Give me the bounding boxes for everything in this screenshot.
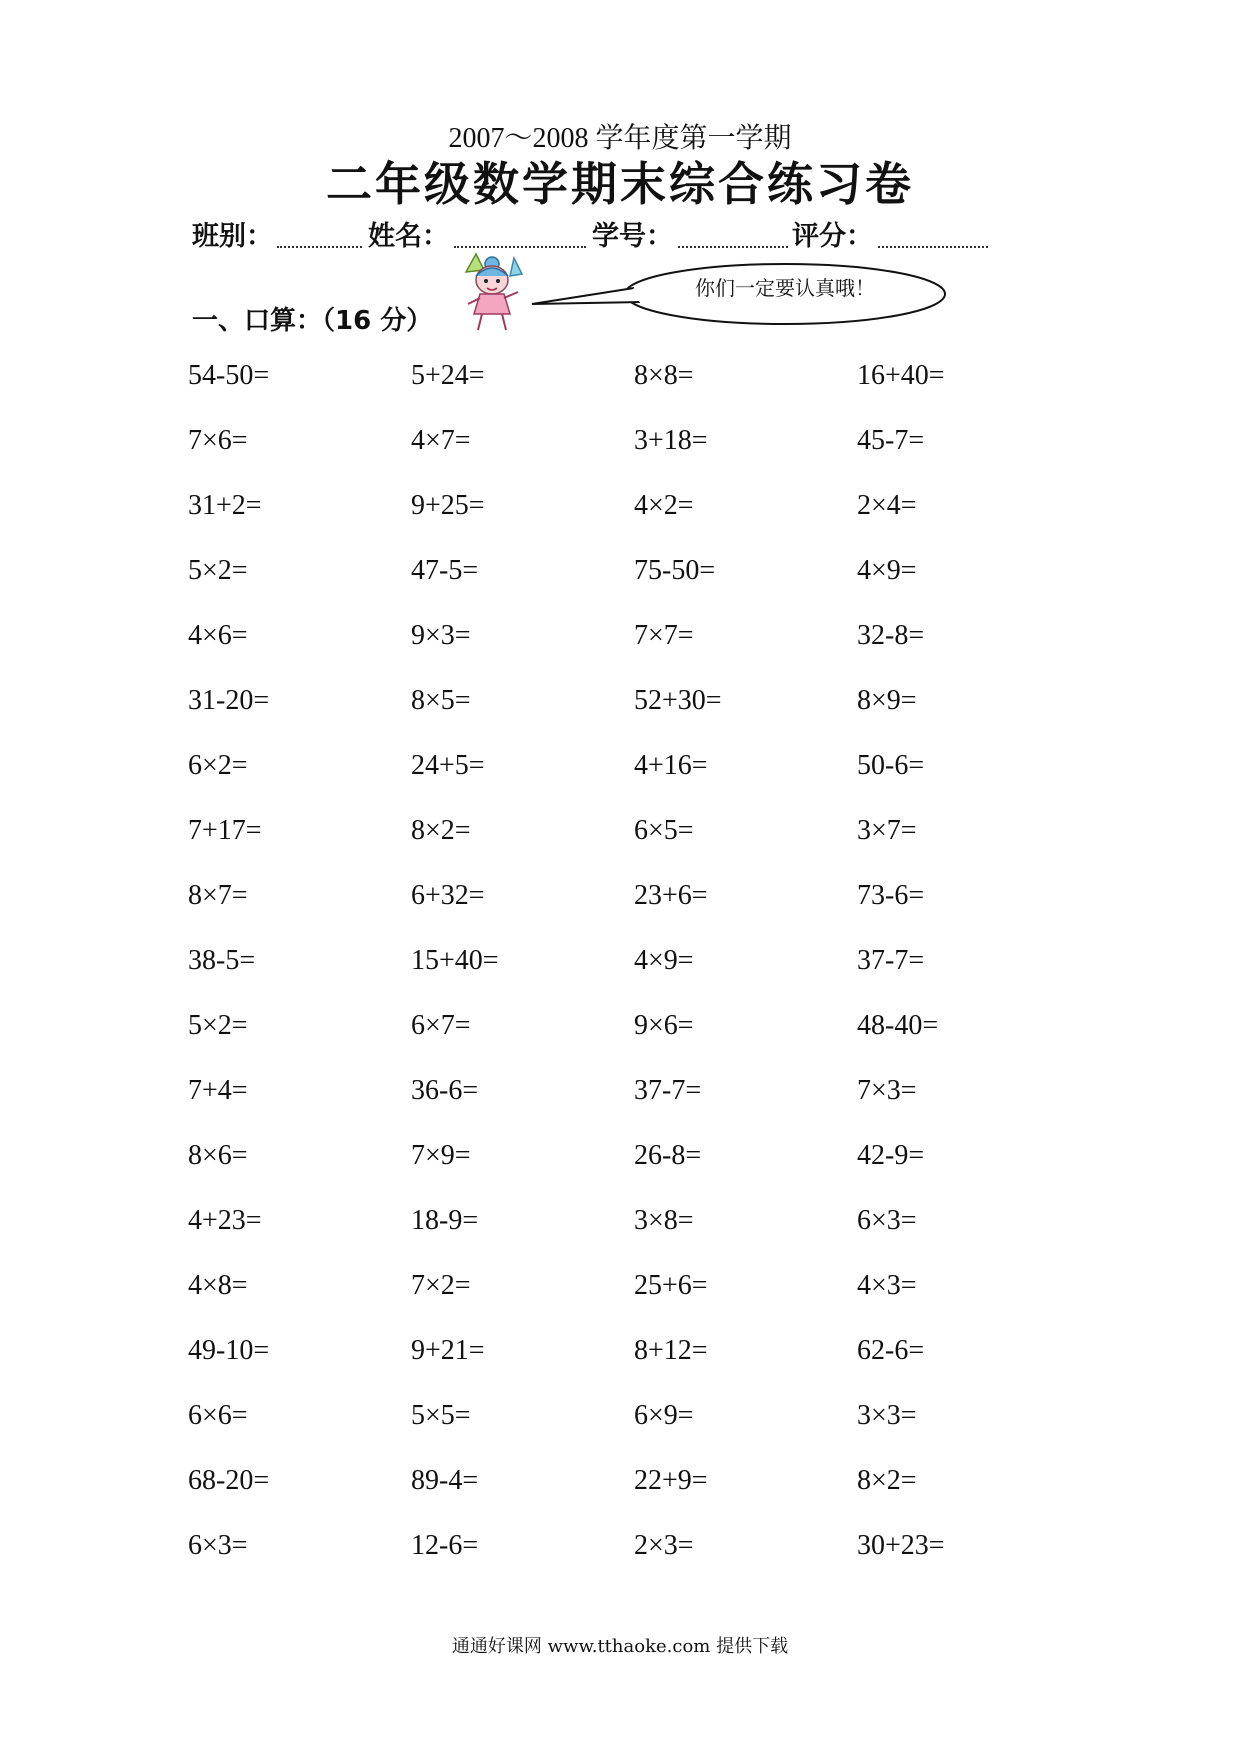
problem: 23+6=	[634, 880, 708, 911]
problem: 24+5=	[411, 750, 485, 781]
class-field[interactable]	[277, 246, 362, 248]
student-number-field[interactable]	[678, 246, 788, 248]
problem: 49-10=	[188, 1335, 270, 1366]
problem: 8×5=	[411, 685, 471, 716]
problem: 7×6=	[188, 425, 248, 456]
mental-math-problems	[188, 360, 1088, 1595]
problem-row	[188, 1400, 1088, 1465]
problem: 6+32=	[411, 880, 485, 911]
problem: 8×9=	[857, 685, 917, 716]
problem: 42-9=	[857, 1140, 925, 1171]
problem: 47-5=	[411, 555, 479, 586]
problem-row	[188, 1270, 1088, 1335]
problem: 8×6=	[188, 1140, 248, 1171]
problem-row	[188, 1075, 1088, 1140]
problem: 31-20=	[188, 685, 270, 716]
problem: 8+12=	[634, 1335, 708, 1366]
problem: 73-6=	[857, 880, 925, 911]
name-label: 姓名：	[368, 221, 449, 252]
problem: 6×6=	[188, 1400, 248, 1431]
problem: 6×3=	[857, 1205, 917, 1236]
problem: 5×5=	[411, 1400, 471, 1431]
problem: 16+40=	[857, 360, 945, 391]
problem: 62-6=	[857, 1335, 925, 1366]
problem: 7+17=	[188, 815, 262, 846]
problem: 37-7=	[634, 1075, 702, 1106]
problem: 6×3=	[188, 1530, 248, 1561]
problem-row	[188, 425, 1088, 490]
problem: 8×8=	[634, 360, 694, 391]
problem: 26-8=	[634, 1140, 702, 1171]
problem: 4×7=	[411, 425, 471, 456]
problem: 45-7=	[857, 425, 925, 456]
problem-row	[188, 880, 1088, 945]
problem-row	[188, 750, 1088, 815]
problem: 6×7=	[411, 1010, 471, 1041]
exam-title: 二年级数学期末综合练习卷	[326, 157, 914, 211]
section-heading: 一、口算：（16 分）	[192, 306, 433, 336]
problem-row	[188, 815, 1088, 880]
problem: 9×3=	[411, 620, 471, 651]
problem: 18-9=	[411, 1205, 479, 1236]
problem: 37-7=	[857, 945, 925, 976]
student-info-row	[192, 214, 992, 254]
problem: 4×6=	[188, 620, 248, 651]
footer-source-text: 通通好课网 www.tthaoke.com 提供下载	[451, 1636, 789, 1657]
problem: 7×3=	[857, 1075, 917, 1106]
problem: 7×9=	[411, 1140, 471, 1171]
score-field[interactable]	[878, 246, 988, 248]
problem: 12-6=	[411, 1530, 479, 1561]
problem: 3×8=	[634, 1205, 694, 1236]
student-number-label: 学号：	[592, 221, 673, 252]
problem: 5×2=	[188, 1010, 248, 1041]
problem-row	[188, 1335, 1088, 1400]
problem-row	[188, 360, 1088, 425]
problem: 9×6=	[634, 1010, 694, 1041]
problem: 68-20=	[188, 1465, 270, 1496]
name-field[interactable]	[454, 246, 586, 248]
speech-bubble-text: 你们一定要认真哦！	[695, 276, 875, 300]
problem: 50-6=	[857, 750, 925, 781]
problem: 3×7=	[857, 815, 917, 846]
problem: 8×2=	[411, 815, 471, 846]
problem: 6×5=	[634, 815, 694, 846]
problem-row	[188, 685, 1088, 750]
problem: 9+21=	[411, 1335, 485, 1366]
problem-row	[188, 1205, 1088, 1270]
problem: 4+16=	[634, 750, 708, 781]
problem: 7+4=	[188, 1075, 248, 1106]
problem: 9+25=	[411, 490, 485, 521]
problem: 3×3=	[857, 1400, 917, 1431]
problem: 6×9=	[634, 1400, 694, 1431]
class-label: 班别：	[192, 221, 273, 252]
problem: 7×2=	[411, 1270, 471, 1301]
problem: 5+24=	[411, 360, 485, 391]
problem: 38-5=	[188, 945, 256, 976]
problem-row	[188, 1530, 1088, 1595]
problem: 4×9=	[634, 945, 694, 976]
problem: 3+18=	[634, 425, 708, 456]
problem: 4×8=	[188, 1270, 248, 1301]
problem: 25+6=	[634, 1270, 708, 1301]
fairy-mascot-icon	[462, 252, 526, 334]
problem: 75-50=	[634, 555, 716, 586]
problem: 4×3=	[857, 1270, 917, 1301]
exam-subtitle: 2007～2008 学年度第一学期	[448, 123, 792, 154]
problem: 36-6=	[411, 1075, 479, 1106]
speech-bubble-icon	[530, 258, 950, 344]
problem: 5×2=	[188, 555, 248, 586]
score-label: 评分：	[792, 221, 873, 252]
problem: 4×2=	[634, 490, 694, 521]
problem: 4+23=	[188, 1205, 262, 1236]
problem: 48-40=	[857, 1010, 939, 1041]
problem: 2×3=	[634, 1530, 694, 1561]
problem: 7×7=	[634, 620, 694, 651]
problem-row	[188, 490, 1088, 555]
problem-row	[188, 1010, 1088, 1075]
problem: 6×2=	[188, 750, 248, 781]
problem: 4×9=	[857, 555, 917, 586]
problem: 8×7=	[188, 880, 248, 911]
problem: 89-4=	[411, 1465, 479, 1496]
problem-row	[188, 1140, 1088, 1205]
problem: 54-50=	[188, 360, 270, 391]
problem: 22+9=	[634, 1465, 708, 1496]
problem: 52+30=	[634, 685, 722, 716]
problem: 15+40=	[411, 945, 499, 976]
problem-row	[188, 1465, 1088, 1530]
problem-row	[188, 620, 1088, 685]
problem: 32-8=	[857, 620, 925, 651]
problem-row	[188, 555, 1088, 620]
problem: 8×2=	[857, 1465, 917, 1496]
problem: 31+2=	[188, 490, 262, 521]
problem-row	[188, 945, 1088, 1010]
problem: 2×4=	[857, 490, 917, 521]
problem: 30+23=	[857, 1530, 945, 1561]
